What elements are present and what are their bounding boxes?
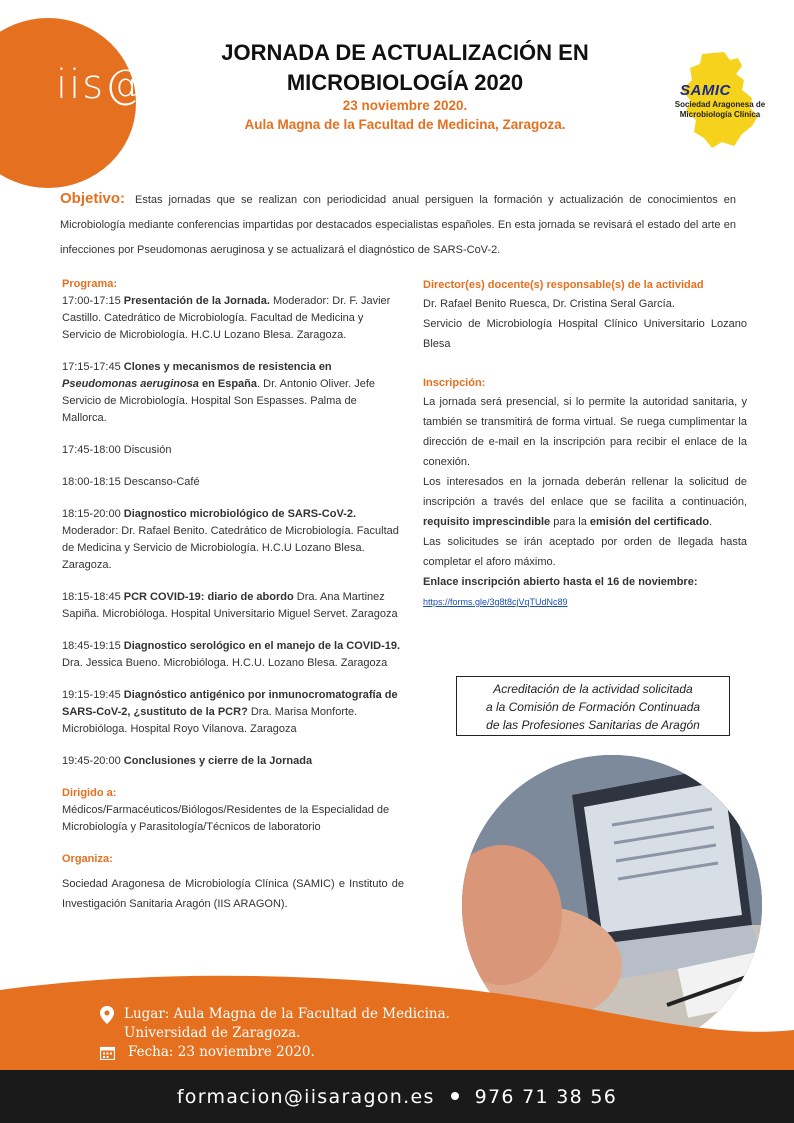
- program-time: 18:45-19:15: [62, 640, 121, 652]
- samic-subtitle: Sociedad Aragonesa de Microbiología Clínica: [674, 100, 766, 119]
- footer-location: [124, 1005, 450, 1062]
- program-time: 17:15-17:45: [62, 361, 121, 373]
- event-date: 23 noviembre 2020.: [342, 98, 468, 113]
- acreditacion-line-2: a la Comisión de Formación Continuada: [485, 700, 701, 714]
- program-time: 18:15-20:00: [62, 508, 121, 520]
- footer-phone[interactable]: 976 71 38 56: [474, 1086, 618, 1108]
- program-detail: Moderador: Dr. Rafael Benito. Catedrático de Microbiología. Facultad de Medicina y Servicio de Microbiología. H.C.U Lozano Blesa. Zaragoza.: [62, 525, 399, 571]
- program-time: 19:15-19:45: [62, 689, 121, 701]
- program-item: [62, 293, 404, 344]
- program-title: Diagnostico microbiológico de SARS-CoV-2.: [123, 508, 357, 520]
- left-column: [62, 276, 404, 929]
- program-detail: Dra. Marisa Monforte. Microbióloga. Hospital Royo Vilanova. Zaragoza: [62, 706, 358, 735]
- program-detail: Discusión: [123, 444, 172, 456]
- samic-wordmark: SAMIC: [680, 82, 731, 99]
- program-detail: Moderador: Dr. F. Javier Castillo. Catedrático de Microbiología. Facultad de Medicina y Servicio de Microbiología. H.C.U Lozano Blesa. Zaragoza.: [62, 295, 391, 341]
- footer-email[interactable]: formacion@iisaragon.es: [176, 1086, 435, 1108]
- program-detail: . Dr. Antonio Oliver. Jefe Servicio de Microbiología. Hospital Son Espasses. Palma de Mallorca.: [62, 378, 376, 424]
- inscripcion-p1: La jornada será presencial, si lo permite la autoridad sanitaria, y también se transmitirá de forma virtual. Se ruega cumplimentar la dirección de e-mail en la inscripción para recibir el enlace de la conexión.: [423, 396, 747, 468]
- program-item: [62, 687, 404, 738]
- dirigido-text: Médicos/Farmacéuticos/Biólogos/Residentes de la Especialidad de Microbiología y Parasitología/Técnicos de laboratorio: [62, 804, 390, 833]
- program-detail: Dra. Jessica Bueno. Microbióloga. H.C.U. Lozano Blesa. Zaragoza: [62, 657, 388, 669]
- program-title: Diagnostico serológico en el manejo de la COVID-19.: [123, 640, 401, 652]
- footer-contact: [0, 1086, 794, 1108]
- director-block: [423, 294, 747, 354]
- programa-heading: Programa:: [62, 278, 118, 290]
- program-title-italic: Pseudomonas aeruginosa: [62, 378, 199, 390]
- program-time: 17:00-17:15: [62, 295, 121, 307]
- inscripcion-p2-text-2: para la: [550, 516, 590, 528]
- program-time: 17:45-18:00: [62, 444, 121, 456]
- page-title: [180, 38, 630, 98]
- title-line-2: MICROBIOLOGÍA 2020: [286, 70, 524, 95]
- program-title: PCR COVID-19: diario de abordo: [123, 591, 294, 603]
- inscripcion-required: requisito imprescindible: [423, 516, 551, 528]
- objective-text: Estas jornadas que se realizan con periodicidad anual persiguen la formación y actualización de conocimientos en Microbiología mediante conferencias impartidas por destacados especialistas españoles. En esta jornada se revisará el estado del arte en infecciones por Pseudomonas aeruginosa y se actualizará el diagnóstico de SARS-CoV-2.: [60, 194, 736, 256]
- program-title: Diagnóstico antigénico por inmunocromatografía de SARS-CoV-2, ¿sustituto de la PCR?: [62, 689, 398, 718]
- program-title-end: en España: [198, 378, 258, 390]
- program-time: 18:00-18:15: [62, 476, 121, 488]
- footer-fecha-row: [124, 1043, 450, 1062]
- organiza-heading: Organiza:: [62, 853, 113, 865]
- footer-fecha: Fecha: 23 noviembre 2020.: [128, 1044, 315, 1060]
- program-title: Presentación de la Jornada.: [123, 295, 270, 307]
- director-names: Dr. Rafael Benito Ruesca, Dr. Cristina Seral García.: [423, 298, 675, 310]
- director-service: Servicio de Microbiología Hospital Clínico Universitario Lozano Blesa: [423, 318, 747, 350]
- title-line-1: JORNADA DE ACTUALIZACIÓN EN: [221, 40, 589, 65]
- inscripcion-p2: [423, 472, 747, 532]
- acreditacion-line-3: de las Profesiones Sanitarias de Aragón: [486, 718, 700, 732]
- director-heading: Director(es) docente(s) responsable(s) de la actividad: [423, 279, 704, 291]
- inscripcion-certificate: emisión del certificado: [589, 516, 710, 528]
- iis-logo-wordmark: iis@.: [56, 62, 162, 108]
- program-detail: Dra. Ana Martinez Sapiña. Microbióloga. Hospital Universitario Miguel Servet. Zaragoza: [62, 591, 398, 620]
- inscripcion-p2-end: .: [709, 516, 713, 528]
- location-pin-icon: [100, 1006, 114, 1024]
- footer-lugar-line-1: Lugar: Aula Magna de la Facultad de Medicina.: [124, 1006, 450, 1022]
- program-item: [62, 506, 404, 574]
- inscripcion-heading: Inscripción:: [423, 377, 486, 389]
- footer-lugar-row: [124, 1005, 450, 1024]
- bullet-icon: [451, 1092, 459, 1100]
- program-item: [62, 359, 404, 427]
- objective-paragraph: [60, 186, 736, 263]
- acreditacion-line-1: Acreditación de la actividad solicitada: [493, 682, 693, 696]
- program-time: 19:45-20:00: [62, 755, 121, 767]
- program-item: [62, 474, 404, 491]
- program-title: Conclusiones y cierre de la Jornada: [123, 755, 313, 767]
- inscripcion-deadline: Enlace inscripción abierto hasta el 16 de noviembre:: [423, 576, 698, 588]
- program-time: 18:15-18:45: [62, 591, 121, 603]
- inscripcion-p3: Las solicitudes se irán aceptado por orden de llegada hasta completar el aforo máximo.: [423, 536, 747, 568]
- page-subtitle: [180, 96, 630, 134]
- program-title: Clones y mecanismos de resistencia en: [123, 361, 332, 373]
- program-item: [62, 638, 404, 672]
- program-detail: Descanso-Café: [123, 476, 200, 488]
- footer-lugar-line-2: Universidad de Zaragoza.: [124, 1025, 301, 1041]
- right-column: [423, 276, 747, 612]
- event-venue: Aula Magna de la Facultad de Medicina, Zaragoza.: [244, 117, 566, 132]
- calendar-icon: [100, 1046, 115, 1060]
- inscripcion-p2-text: Los interesados en la jornada deberán rellenar la solicitud de inscripción a través del enlace que se facilita a continuación,: [423, 476, 747, 508]
- acreditacion-box: [456, 676, 730, 736]
- iis-logo-text: [56, 62, 162, 108]
- program-item: [62, 589, 404, 623]
- organiza-text: Sociedad Aragonesa de Microbiología Clínica (SAMIC) e Instituto de Investigación Sanitaria Aragón (IIS ARAGON).: [62, 878, 404, 910]
- objective-label: Objetivo:: [60, 190, 126, 207]
- inscripcion-link[interactable]: https://forms.gle/3g8t8cjVqTUdNc89: [423, 597, 568, 607]
- dirigido-heading: Dirigido a:: [62, 787, 117, 799]
- program-item: [62, 442, 404, 459]
- program-item: [62, 753, 404, 770]
